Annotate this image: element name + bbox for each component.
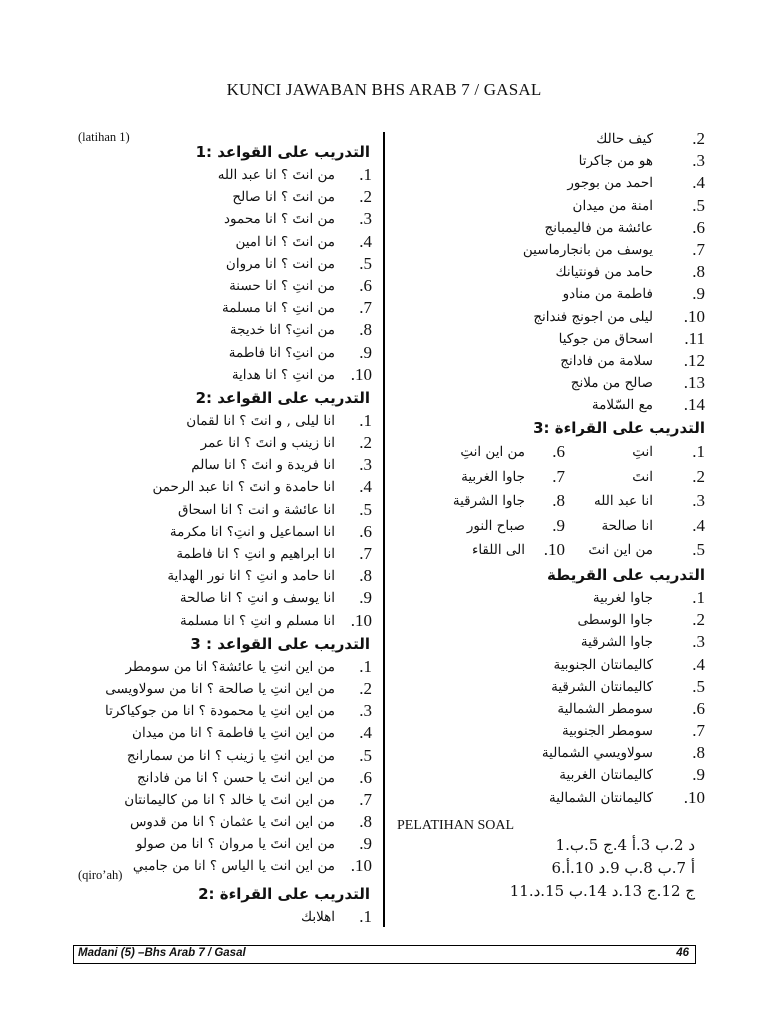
item-number: .1 (692, 587, 705, 607)
item-number: .3 (692, 632, 705, 652)
list-item (75, 767, 380, 789)
list-item (75, 454, 380, 476)
item-text: انا ليلى , و انتَ ؟ انا لقمان (186, 412, 335, 429)
list-item (75, 521, 380, 543)
list-item (75, 656, 380, 678)
item-number: .5 (692, 540, 705, 560)
item-text: من اين انتَ يا خالد ؟ انا من كاليمانتان (124, 791, 335, 808)
page-title: KUNCI JAWABAN BHS ARAB 7 / GASAL (226, 80, 542, 99)
item-text: اهلابك (300, 908, 335, 925)
pelatihan-row-3: 11.ج 12.ج 13.د 14.ب 15.د (509, 882, 695, 900)
list-item (395, 283, 715, 305)
item-text: كاليمانتان الجنوبية (553, 656, 653, 673)
item-text: انتَ (632, 468, 653, 485)
list-item (395, 764, 715, 786)
item-number: .2 (692, 466, 705, 486)
list-item (75, 543, 380, 565)
list-item (75, 855, 380, 877)
item-text: يوسف من بانجارماسين (522, 241, 653, 258)
list-item (75, 722, 380, 744)
item-number: .2 (359, 187, 372, 207)
item-number: .6 (359, 767, 372, 787)
list-item (395, 128, 715, 150)
qiraah2-list (75, 906, 380, 928)
list-item (75, 186, 380, 208)
item-text: سلامة من فادانج (560, 352, 653, 369)
list-item (75, 364, 380, 386)
item-number: .12 (683, 350, 705, 370)
item-number: .4 (359, 723, 372, 743)
khariṭah-list (395, 587, 715, 809)
list-item (75, 410, 380, 432)
list-item (75, 432, 380, 454)
item-text: انا فريدة و انتَ ؟ انا سالم (191, 457, 335, 474)
list-item (395, 328, 715, 350)
item-text: جاوا الشرقية (580, 634, 653, 651)
item-number: .7 (359, 544, 372, 563)
list-item (75, 610, 380, 632)
item-number: .1 (359, 906, 372, 926)
list-item (75, 745, 380, 767)
item-text: سولاويسي الشمالية (541, 745, 653, 762)
item-text: هو من جاكرتا (578, 153, 653, 170)
item-number: .11 (684, 328, 705, 348)
list-item (395, 394, 715, 416)
item-number: .6 (552, 442, 565, 462)
item-text: من اين انتِ يا محمودة ؟ انا من جوكياكرتا (104, 703, 335, 720)
item-text: انا مسلم و انتِ ؟ انا مسلمة (180, 612, 335, 629)
list-item (395, 720, 715, 742)
item-text: ليلى من اجونج فندانج (533, 308, 653, 325)
pelatihan-title: PELATIHAN SOAL (397, 818, 515, 833)
item-text: امنة من ميدان (572, 197, 653, 214)
grid-row (395, 465, 715, 490)
list-item (395, 172, 715, 194)
qawaid2-list (75, 410, 380, 632)
qiroah-note: (qiro’ah) (78, 868, 123, 882)
item-text: من انتِ ؟ انا هداية (231, 366, 335, 383)
list-item (75, 231, 380, 253)
item-text: انا صالحة (601, 517, 653, 534)
item-number: .6 (692, 698, 705, 718)
item-number: .5 (359, 745, 372, 765)
list-item (395, 261, 715, 283)
item-text: من انتَ ؟ انا امين (235, 233, 335, 250)
column-divider (383, 132, 385, 927)
item-number: .2 (359, 433, 372, 453)
list-item (395, 350, 715, 372)
list-item (395, 698, 715, 720)
list-item (75, 342, 380, 364)
item-number: .8 (359, 566, 372, 586)
list-item (75, 253, 380, 275)
item-text: سومطر الجنوبية (561, 723, 653, 740)
list-item (395, 306, 715, 328)
list-item (395, 609, 715, 631)
list-item (395, 150, 715, 172)
item-number: .10 (543, 540, 565, 560)
grid-row (395, 538, 715, 563)
item-text: من اين انتَ (588, 542, 653, 559)
qawaid3-heading: التدريب على القواعد : 3 (190, 634, 370, 653)
list-item (75, 208, 380, 230)
list-item (395, 631, 715, 653)
item-number: .5 (692, 195, 705, 215)
list-item (75, 789, 380, 811)
qawaid1-list (75, 164, 380, 386)
footer-left: Madani (5) –Bhs Arab 7 / Gasal (78, 947, 246, 959)
item-number: .8 (692, 262, 705, 282)
list-item (395, 787, 715, 809)
item-text: من انت ؟ انا مروان (225, 255, 335, 272)
grid-row (395, 514, 715, 539)
item-number: .10 (350, 364, 372, 384)
list-item (395, 217, 715, 239)
item-text: من اين انتَ يا مروان ؟ انا من صولو (136, 836, 335, 853)
item-number: .13 (683, 373, 705, 393)
item-number: .4 (359, 477, 372, 497)
item-text: من اين انتِ يا صالحة ؟ انا من سولاويسى (105, 680, 335, 697)
item-number: .8 (359, 320, 372, 340)
item-text: انا ابراهيم و انتِ ؟ انا فاطمة (176, 546, 335, 562)
qawaid1-heading: التدريب على القواعد :1 (195, 143, 370, 161)
item-number: .4 (359, 231, 372, 251)
item-number: .9 (692, 765, 705, 785)
item-number: .9 (692, 284, 705, 304)
list-item (75, 565, 380, 587)
item-text: انا زينب و انتَ ؟ انا عمر (200, 435, 335, 452)
item-number: .1 (692, 442, 705, 462)
item-number: .8 (552, 491, 565, 511)
grid-row (395, 440, 715, 465)
item-number: .5 (692, 676, 705, 696)
answer-list-1 (395, 128, 715, 416)
item-number: .2 (692, 129, 705, 148)
list-item (75, 906, 380, 928)
item-text: جاوا الغربية (461, 468, 525, 485)
item-text: من اين انتَ يا حسن ؟ انا من فادانج (136, 769, 335, 786)
item-number: .9 (359, 834, 372, 854)
item-text: انا عائشة و انت ؟ انا اسحاق (177, 501, 335, 518)
item-text: من انتِ؟ انا خديجة (229, 322, 335, 339)
item-text: من انتَ ؟ انا عبد الله (217, 167, 335, 183)
item-text: انا حامد و انتِ ؟ انا نور الهداية (167, 568, 335, 585)
item-text: كاليمانتان الشرقية (551, 678, 653, 695)
list-item (75, 275, 380, 297)
item-text: سومطر الشمالية (557, 700, 653, 717)
page-number: 46 (676, 947, 689, 959)
item-number: .1 (359, 410, 372, 430)
qawaid2-heading: التدريب على القواعد :2 (195, 388, 370, 407)
list-item (75, 700, 380, 722)
item-number: .1 (359, 165, 372, 184)
list-item (395, 742, 715, 764)
item-text: احمد من بوجور (567, 175, 653, 192)
item-text: جاوا الوسطى (577, 612, 653, 629)
item-text: انا يوسف و انتِ ؟ انا صالحة (179, 590, 335, 607)
list-item (75, 833, 380, 855)
item-text: عائشة من فاليمبانج (544, 219, 653, 236)
list-item (75, 678, 380, 700)
item-text: فاطمة من منادو (562, 286, 653, 303)
list-item (395, 195, 715, 217)
item-text: من اين انتِ (460, 444, 525, 461)
item-number: .3 (359, 209, 372, 229)
list-item (395, 654, 715, 676)
item-number: .9 (359, 588, 372, 608)
item-number: .10 (350, 610, 372, 630)
item-number: .7 (692, 239, 705, 259)
item-number: .6 (359, 275, 372, 295)
list-item (75, 587, 380, 609)
list-item (395, 372, 715, 394)
item-number: .3 (359, 701, 372, 721)
list-item (395, 676, 715, 698)
item-text: من اين انتَ يا عثمان ؟ انا من قدوس (129, 814, 335, 831)
right-column (395, 128, 715, 809)
item-number: .14 (683, 395, 705, 415)
item-text: كاليمانتان الغربية (559, 767, 653, 784)
qiraah3-heading: التدريب على القراءة :3 (533, 419, 705, 438)
qawaid3-list (75, 656, 380, 878)
pelatihan-row-2: 6.أ 7.ب 8.ب 9.د 10.أ (551, 859, 695, 877)
item-number: .3 (359, 455, 372, 475)
list-item (395, 587, 715, 609)
item-number: .4 (692, 654, 705, 674)
item-number: .7 (552, 466, 565, 486)
list-item (75, 499, 380, 521)
item-number: .5 (359, 253, 372, 273)
item-number: .8 (692, 743, 705, 763)
item-text: من انتِ؟ انا فاطمة (228, 344, 335, 361)
list-item (75, 476, 380, 498)
item-text: من اين انت يا الياس ؟ انا من جامبي (132, 858, 335, 875)
item-number: .5 (359, 499, 372, 519)
item-number: .7 (359, 789, 372, 809)
item-text: من انتِ ؟ انا حسنة (229, 277, 335, 294)
item-text: من اين انتِ يا فاطمة ؟ انا من ميدان (132, 725, 335, 742)
item-number: .2 (359, 678, 372, 698)
item-text: من اين انتِ يا زينب ؟ انا من سمارانج (126, 747, 335, 764)
item-text: صالح من ملانج (570, 375, 653, 392)
list-item (395, 239, 715, 261)
list-item (75, 297, 380, 319)
item-text: اسحاق من جوكيا (558, 330, 653, 347)
list-item (75, 164, 380, 186)
item-number: .3 (692, 491, 705, 511)
item-text: الى اللقاء (471, 542, 525, 559)
item-number: .4 (692, 173, 705, 193)
item-number: .4 (692, 515, 705, 535)
latihan-note: (latihan 1) (78, 130, 130, 144)
item-number: .9 (359, 342, 372, 362)
item-text: كيف حالك (596, 131, 653, 147)
qiraah2-heading: التدريب على القراءة :2 (198, 884, 370, 903)
item-text: كاليمانتان الشمالية (548, 789, 653, 806)
item-number: .9 (552, 515, 565, 535)
item-number: .7 (692, 721, 705, 741)
item-text: صباح النور (466, 517, 525, 534)
item-text: حامد من فونتيانك (555, 264, 653, 281)
item-number: .10 (683, 787, 705, 807)
item-number: .8 (359, 812, 372, 832)
item-number: .7 (359, 298, 372, 318)
item-text: من اين انتِ يا عائشة؟ انا من سومطر (125, 658, 335, 675)
item-number: .2 (692, 610, 705, 630)
qiraah3-grid (395, 440, 715, 563)
item-text: انتِ (632, 444, 653, 461)
grid-row (395, 489, 715, 514)
khariṭah-heading: التدريب على القريطة (547, 565, 705, 584)
item-text: انا اسماعيل و انتِ؟ انا مكرمة (169, 523, 335, 540)
item-text: انا حامدة و انتَ ؟ انا عبد الرحمن (152, 479, 335, 496)
item-text: انا عبد الله (594, 493, 653, 510)
item-text: من انتِ ؟ انا مسلمة (221, 300, 335, 317)
item-number: .6 (359, 521, 372, 541)
item-number: .10 (683, 306, 705, 326)
left-column (75, 128, 380, 928)
item-number: .3 (692, 151, 705, 171)
page-footer (73, 945, 696, 964)
item-text: من انتَ ؟ انا صالح (232, 189, 335, 206)
item-number: .6 (692, 217, 705, 237)
pelatihan-row-1: 1.د 2.ب 3.أ 4.ج 5.ب (555, 836, 695, 854)
item-text: جاوا الشرقية (452, 493, 525, 510)
item-number: .10 (350, 856, 372, 876)
list-item (75, 319, 380, 341)
item-number: .1 (359, 656, 372, 676)
item-text: من انتَ ؟ انا محمود (224, 211, 335, 228)
list-item (75, 811, 380, 833)
item-text: جاوا لغربية (592, 589, 653, 606)
item-text: مع السّلامة (591, 397, 653, 414)
